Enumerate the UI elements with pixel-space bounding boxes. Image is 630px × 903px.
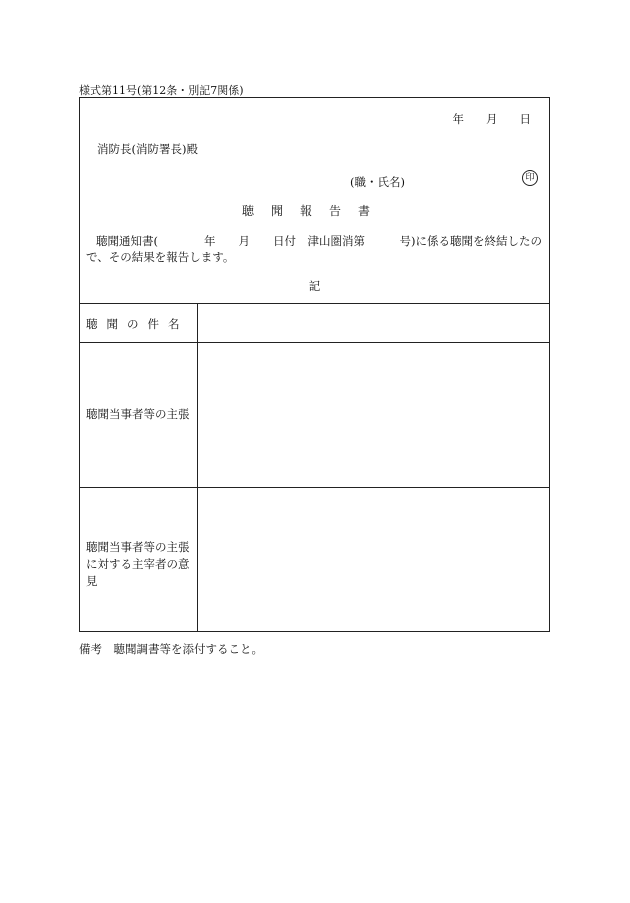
date-day: 日 [519, 112, 531, 126]
report-form [79, 97, 550, 632]
sender-title-name: (職・氏名) [350, 175, 405, 189]
addressee: 消防長(消防署長)殿 [97, 142, 198, 156]
footer-note: 備考 聴聞調書等を添付すること。 [79, 642, 263, 656]
row-divider [80, 342, 549, 343]
column-divider [197, 303, 198, 632]
report-title: 聴聞報告書 [241, 204, 387, 218]
date-year: 年 [452, 112, 464, 126]
date-line [431, 111, 532, 127]
table-top-divider [80, 303, 549, 304]
table-row-label-subject: 聴聞の件名 [86, 317, 189, 331]
row-divider [80, 487, 549, 488]
form-number: 様式第11号(第12条・別記7関係) [79, 84, 244, 97]
table-row-label-opinion: 聴聞当事者等の主張に対する主宰者の意見 [86, 540, 190, 588]
table-row-label-claims: 聴聞当事者等の主張 [86, 407, 190, 421]
date-month: 月 [486, 112, 498, 126]
report-body: 聴聞通知書( 年 月 日付 津山圏消第 号)に係る聴聞を終結したので、その結果を報告します。 [86, 234, 542, 264]
ki-heading: 記 [308, 279, 321, 293]
seal-icon: 印 [522, 170, 538, 186]
